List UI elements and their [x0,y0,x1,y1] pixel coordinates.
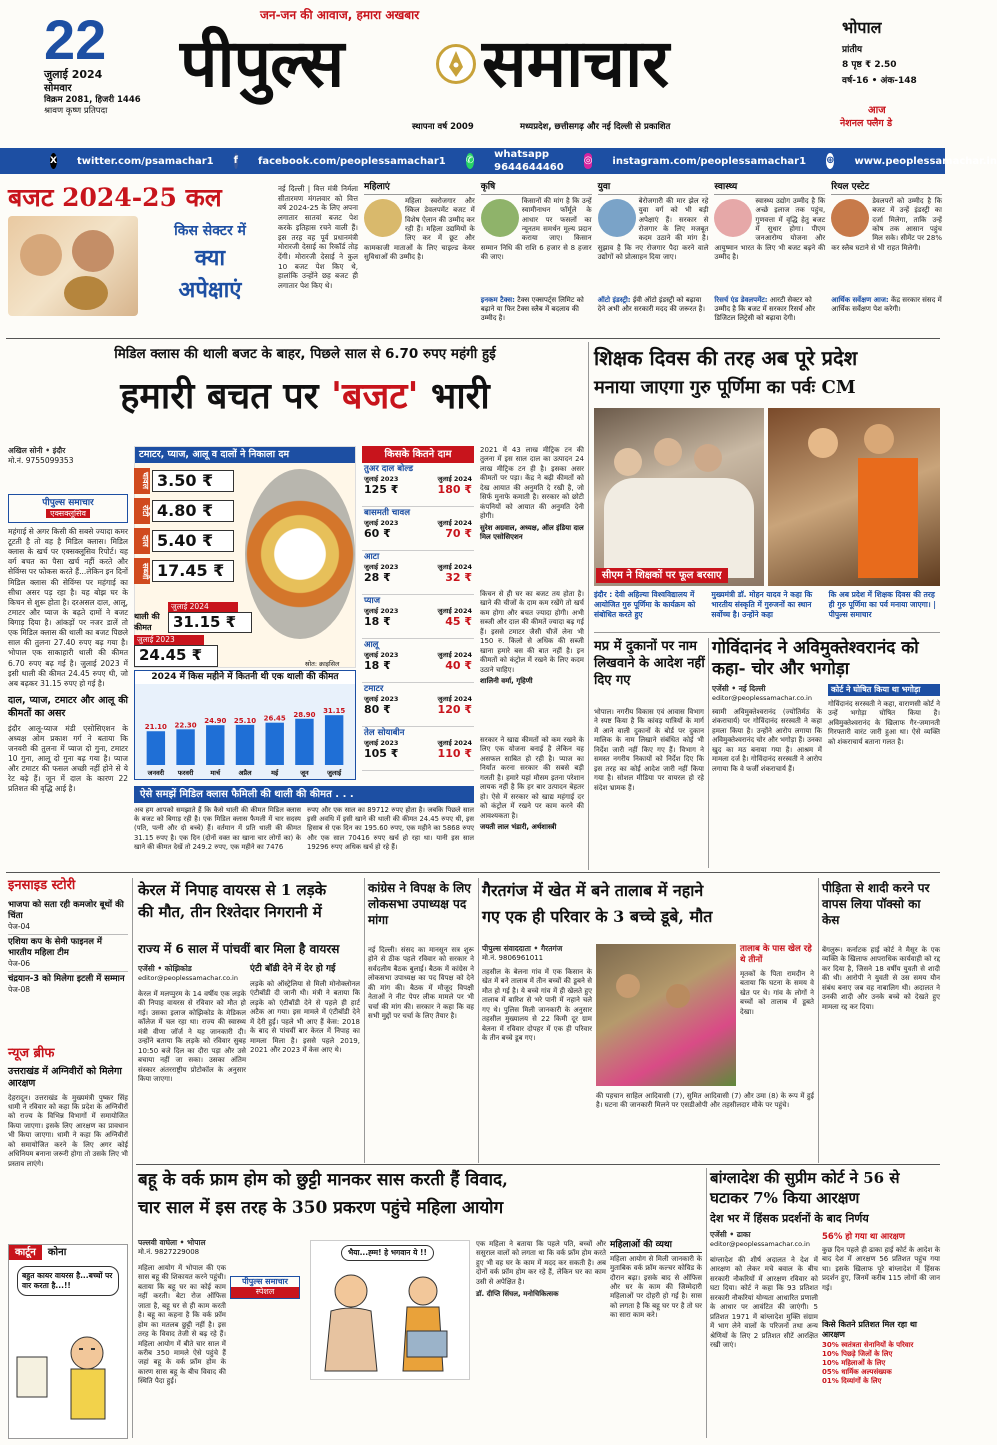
sector-agri [481,182,592,290]
guru-photo-2 [768,408,940,586]
divider [818,878,819,1163]
quote-block [480,590,584,730]
price-table [362,446,474,780]
edition: प्रांतीय [842,44,863,55]
nipah-sub: राज्य में 6 साल में पांचवीं बार मिला है वायरस [138,942,340,956]
price-2024: 120 ₹ [437,703,472,717]
july2023-label: जुलाई 2023 [134,635,204,645]
thali-byline [8,446,128,466]
col-2024-label: जुलाई 2024 [437,563,472,572]
body-text: महंगाई से अगर किसी की सबसे ज्यादा कमर टूटती है तो वह है मिडिल क्लास। मिडिल क्लास के खर्च पर एक्सक्लूसिव रिपोर्ट। यह वर्ग बचत का पैसा खर्च नहीं करते और सेविंग्स पर फोकस करते हैं...लेकिन इन दिनों मिडिल क्लास की सेविंग्स पर महंगाई का सीधा असर पड़ रहा है। यह बोझ घर के किचन से शुरू होता है। दरअसल दाल, आलू, टमाटर और प्याज के बढ़ते दामों ने बजट बिगाड़ दिया है। आंकड़ों पर नजर डालें तो एक मिडिल क्लास की थाली का बजट पिछले साल की तुलना 27.40 रुपए बढ़ गया है। भोपाल एक साकाहारी थाली की कीमत 6.70 रुपए बढ़ गई है। जुलाई 2023 में इसी थाली की कीमत 24.45 रुपए थी, जो अब बढ़कर 31.15 रुपए हो गई है। [8,526,128,688]
inside-story [8,878,128,996]
wfh-logo [230,1276,300,1299]
price-row [362,727,474,771]
inside-item[interactable] [8,898,128,935]
byline: एजेंसी • कोझिकोड [138,964,192,973]
price-2023: 18 ₹ [364,659,391,673]
extra-label: आर्थिक सर्वेक्षण आज: [831,296,889,304]
bar-value-label: 22.30 [174,721,197,730]
col-2023-label: जुलाई 2023 [364,739,399,748]
bangladesh-headline: बांग्लादेश की सुप्रीम कोर्ट ने 56 से घटाकर 7% किया आरक्षण [710,1169,900,1207]
govind-headline: गोविंदानंद ने अविमुक्तेश्वरानंद को कहा- चोर और भगोड़ा [712,638,919,679]
bar-category-label: अप्रैल [238,769,252,777]
price-item-name: तुअर दाल बोल्ड [364,464,414,474]
quote-block [480,736,584,868]
monthly-chart [134,670,356,780]
guru-headline-2: मनाया जाएगा गुरु पूर्णिमा का पर्वः CM [594,377,856,398]
pocso-body: बेंगलुरू। कर्नाटक हाई कोर्ट ने मैसूर के एक व्यक्ति के खिलाफ आपराधिक कार्यवाही को रद्द कर दिया है, जिसने 18 वर्षीय युवती से शादी की थी। आरोपी ने युवती से उस समय यौन संबंध बनाए जब वह नाबालिग थी। अदालत ने उनकी शादी और उनके बच्चे को देखते हुए मामला रद्द कर दिया। [822,946,940,1011]
extra-note [598,296,709,336]
bangladesh-sub: देश भर में हिंसक प्रदर्शनों के बाद निर्णय [710,1212,869,1225]
quote-author: जयती लाल भंडारी, अर्थशास्त्री [480,822,557,831]
website-link[interactable]: www.peoplessamachar.in [854,155,997,167]
price-rows [362,463,474,771]
quota-box [822,1320,940,1386]
bar-category-label: जून [300,769,309,777]
divider [588,342,589,870]
extra-note [481,296,592,336]
pocso-headline: पीड़िता से शादी करने पर वापस लिया पॉक्सो का केस [822,881,930,927]
divider [594,632,940,633]
quota-item: 05% धार्मिक अल्पसंख्यक [822,1368,892,1377]
col-2024-label: जुलाई 2024 [437,739,472,748]
sector-title: रियल एस्टेट [831,182,942,195]
bar-category-label: फरवरी [177,769,194,777]
col-2023-label: जुलाई 2023 [364,475,399,484]
headline-part-b: 'बजट' [331,375,419,417]
inside-page: पेज-04 [8,921,31,931]
extra-text: ईवी ऑटो इंडस्ट्री को बढ़ावा देने अभी और सरकारी मदद की जरूरत है। [597,296,706,314]
edition-block [842,18,942,88]
cartoon-box [8,1244,128,1439]
july2023-price: 24.45 ₹ [134,645,218,667]
sector-realestate [831,182,942,290]
sector-title: कृषि [481,182,592,195]
thali-body [8,474,128,864]
newspaper-title [180,18,760,114]
divider [706,1168,707,1438]
price-2023: 60 ₹ [364,527,391,541]
extra-note [714,296,825,336]
nipah-body: केरल में मलप्पुरम के 14 वर्षीय एक लड़के की निपाह वायरस से रविवार को मौत हो गई। उसका इलाज कोझिकोड के मेडिकल कॉलेज में चल रहा था। राज्य की स्वास्थ्य मंत्री वीणा जॉर्ज ने यह जानकारी दी। उन्होंने बताया कि लड़के को रविवार सुबह 10:50 बजे दिल का दौरा पड़ा और उसे बचाया नहीं जा सका। उसका अंतिम संस्कार अंतरराष्ट्रीय प्रोटोकॉल के अनुसार किया जाएगा। [138,990,246,1083]
globe-icon: ⊕ [826,153,834,169]
item-name: रोटी [134,498,150,524]
farmer-icon [481,199,519,237]
cartoon-figure-icon [9,1327,127,1437]
headline-part-a: हमारी बचत पर [120,375,319,417]
price-item-name: तेल सोयाबीन [364,728,405,738]
email: editor@peoplessamachar.co.in [712,693,812,702]
july2024-label: जुलाई 2024 [168,602,238,612]
health-icon [714,199,752,237]
established: स्थापना वर्ष 2009 [412,122,474,132]
govind-byline [712,684,822,702]
item-row [134,498,254,524]
tithi: श्रावण कृष्ण प्रतिपदा [44,106,108,117]
logo-text: पीपुल्स समाचार [42,498,94,508]
extra-label: ऑटो इंडस्ट्री: [597,296,631,304]
govind-side-body: गोविंदानंद सरस्वती ने कहा, वाराणसी कोर्ट ने उन्हें भगोड़ा घोषित किया है। अविमुक्तेश्वरानंद के खिलाफ गैर-जमानती गिरफ्तारी वारंट जारी हुआ था। ऐसे व्यक्ति को शंकराचार्य बताना गलत है। [828,700,940,746]
col-2023-label: जुलाई 2023 [364,695,399,704]
quotes-column [480,446,584,866]
byline: पीपुल्स संवाददाता • गैरतगंज [482,944,563,953]
price-row [362,639,474,683]
col-2024-label: जुलाई 2024 [437,519,472,528]
nib-logo-icon [436,44,476,84]
wfh-box [610,1240,702,1436]
thali-headline [20,372,590,420]
gairatganj-byline [482,944,592,963]
graphic-source: स्रोत: क्राइसिल [305,660,340,668]
quote-author: शालिनी वर्मा, गृहिणी [480,676,533,685]
price-2023: 125 ₹ [364,483,399,497]
divider [478,878,479,1163]
box-title: महिलाओं की व्यथा [610,1240,702,1253]
bar-value-label: 21.10 [144,723,167,732]
graphic-title: टमाटर, प्याज, आलू व दालों ने निकाला दम [135,447,355,463]
chart-title: 2024 में किस महीने में कितनी थी एक थाली की कीमत [135,671,355,684]
gairatganj-body: तहसील के बेलना गांव में एक किसान के खेत में बने तालाब में तीन बच्चों की डूबने से मौत हो गई है। ये बच्चे गांव में ही खेलते हुए तालाब में बारिश से भरे पानी में नहाने चले गए थे। पुलिस मिली जानकारी के अनुसार तहसील मुख्यालय से 22 किमी दूर ग्राम बेलना में रविवार दोपहर में एक ही परिवार के तीन बच्चे डूब गए। [482,968,592,1043]
quota-item: 30% स्वतंत्रता सेनानियों के परिवार [822,1340,914,1349]
house-icon [831,199,869,237]
col-2024-label: जुलाई 2024 [437,607,472,616]
sector-youth [598,182,709,290]
pages-price: 8 पृष्ठ ₹ 2.50 [842,60,897,71]
inside-item[interactable] [8,972,128,997]
instagram-icon: ◎ [584,153,593,169]
facebook-icon: f [234,153,238,169]
col-2023-label: जुलाई 2023 [364,607,399,616]
wfh-headline-1: बहू के वर्क फ्राम होम को छुट्टी मानकर सास करती हैं विवाद, [138,1170,508,1190]
shops-headline: मप्र में दुकानों पर नाम लिखवाने के आदेश नहीं दिए गए [594,639,705,688]
women-icon [364,199,402,237]
price-2024: 70 ₹ [445,527,472,541]
inside-title: इनसाइड स्टोरी [8,878,76,893]
thali-label: थाली की कीमत [134,612,160,632]
item-name: दाल [134,528,150,554]
bar-value-label: 31.15 [323,707,346,716]
col-2023-label: जुलाई 2023 [364,563,399,572]
inside-text: एशिया कप के सेमी फाइनल में भारतीय महिला टीम [8,936,103,958]
gairatganj-body-2: की पहचान साहिल आदिवासी (7), सुमित आदिवासी (7) और उमा (8) के रूप में हुई है। घटना की जानकारी मिलने पर एसडीओपी और तहसीलदार मौके पर पहुंचे। [596,1092,814,1110]
bangladesh-byline [710,1230,818,1248]
item-price: 17.45 ₹ [152,560,234,583]
extra-note [831,296,942,336]
extra-text: केंद्र सरकार संसद में आर्थिक सर्वेक्षण पेश करेगी। [831,296,942,314]
sector-text: स्वास्थ्य उद्योग उम्मीद है कि अच्छे इलाज तक पहुंच, गुणवत्ता में वृद्धि हेतु बजट में सुधार होगा। पीएम जनआरोग्य योजना और आयुष्मान भारत के लिए भी बजट बढ़ने की उम्मीद है। [714,196,826,262]
sector-text: बेरोजगारी की मार झेल रहे युवा वर्ग को भी बड़ी अपेक्षाएं हैं। सरकार से रोजगार के लिए मजबूत कदम उठाने की मांग है। सुझाव है कि नए रोजगार पैदा करने वाले उद्योगों को प्रोत्साहन दिया जाए। [597,196,709,262]
budget-sub2: क्या [194,245,226,271]
price-row [362,463,474,507]
item-price: 4.80 ₹ [152,500,234,523]
email: editor@peoplessamachar.co.in [710,1239,810,1248]
box-body: महिला आयोग से मिली जानकारी के मुताबिक वर्क फ्रॉम कल्चर कोविड के दौरान बढ़ा। इसके बाद से ऑफिस और घर के काम की जिम्मेदारी महिलाओं पर दोहरी हो गई है। सास को लगता है कि बहू घर पर है तो घर का सारा काम करे। [610,1254,702,1320]
email: editor@peoplessamachar.co.in [138,973,238,982]
col-2023-label: जुलाई 2023 [364,651,399,660]
bar-0 [147,731,165,765]
instagram-link[interactable]: instagram.com/peoplessamachar1 [612,155,807,167]
twitter-icon: X [50,153,57,169]
bar-1 [176,729,194,765]
mother-in-law-figure-icon [311,1261,469,1379]
cartoon-label-b: कोना [47,1247,67,1258]
divider [132,878,133,1438]
gairatganj-photo-caption: तालाब के पास खेल रहे थे तीनों [740,944,812,966]
price-2024: 110 ₹ [437,747,472,761]
guru-photo-1 [594,408,764,586]
item-row [134,528,254,554]
quota-item: 01% दिव्यांगों के लिए [822,1377,882,1386]
govind-body: स्वामी अविमुक्तेश्वरानंद (ज्योतिर्मठ के शंकराचार्य) पर गोविंदानंद सरस्वती ने कहा हमला किया है। उन्होंने आरोप लगाया कि अविमुक्तेश्वरानंद चोर और भगोड़ा हैं। उनका खुद का मठ बनाया गया है। आश्रम में मामला दर्ज है। गोविंदानंद सरस्वती ने आरोप लगाया कि वे फर्जी शंकराचार्य हैं। [712,708,822,773]
quota-title: किसे कितने प्रतिशत मिल रहा था आरक्षण [822,1320,918,1340]
gairatganj-headline-1: गैरतगंज में खेत में बने तालाब में नहाने [482,881,704,900]
masthead [0,0,945,145]
byline: अखिल सोनी • इंदौर [8,446,66,455]
wfh-quote-body [476,1240,606,1436]
byline: पल्लवी वाघेला • भोपाल [138,1238,206,1247]
item-row [134,558,254,584]
logo-text: पीपुल्स समाचार [242,1277,288,1286]
sector-women [364,182,475,290]
logo-box [8,494,128,523]
price-2023: 80 ₹ [364,703,391,717]
bar-3 [236,725,254,765]
inside-text: चंद्रयान-3 को मिलेगा इटली में सम्मान [8,973,125,984]
brief-headline: उत्तराखंड में अग्निवीरों को मिलेगा आरक्षण [8,1065,122,1090]
wfh-bubble: भैया...ह्म्म! हे भगवान ये !! [341,1245,434,1261]
modi-sitharaman-photo [8,216,138,316]
thali-totals [134,602,344,667]
budget-sub1: किस सेक्टर में [174,223,246,239]
price-item-name: प्याज [364,596,380,606]
price-table-title: किसके कितने दाम [362,446,474,463]
quote-text: किचन से ही घर का बजट तय होता है। खाने की चीजों के दाम कम रखेंगे तो खर्च कम होगा और बचत ज्यादा होगी। अभी सब्जी और दाल की कीमतें ज्यादा बढ़ गई हैं। इससे टमाटर जैसी चीजें लेना भी 150 रु. किलो से अधिक की सब्जी खाना हमारे बस की बात नहीं है। इन कीमतों को कंट्रोल में रखने के लिए कदम उठाने चाहिए। [480,590,584,674]
bar-category-label: जनवरी [147,769,165,777]
congress-headline: कांग्रेस ने विपक्ष के लिए लोकसभा उपाध्यक्ष पद मांगा [368,881,471,927]
body-text-2: इंदौर आलू-प्याज मंडी एसोसिएशन के अध्यक्ष ओम प्रकाश गर्ग ने बताया कि जनवरी की तुलना में प्याज दो गुना, टमाटर 10 गुना, आलू दो गुना बढ़ गया है। प्याज और टमाटर की फसल अच्छी नहीं होने से ये रेट बढ़े हैं। जून में दाल के कारण 22 प्रतिशत की वृद्धि आई है। [8,723,128,794]
bar-value-label: 24.90 [204,717,227,726]
inside-page: पेज-08 [8,984,31,994]
date-block [44,8,164,117]
nipah-body-2: लड़के को ऑस्ट्रेलिया से मिली मोनोक्लोनल एंटीबॉडी दी जानी थी। मंत्री ने बताया कि लड़के को एंटीबॉडी देने से पहले ही हार्ट अटैक आ गया। इस मामले में एंटीबॉडी देने में देरी हुई। पहले भी आए हैं केस: 2018 के बाद से पांचवीं बार केरल में निपाह का मामला मिला है। इससे पहले 2019, 2021 और 2023 में केस आए थे। [250,980,360,1055]
special-label: स्पेशल [231,1287,299,1297]
budget-intro: नई दिल्ली | वित्त मंत्री निर्मला सीतारमण मंगलवार को वित्त वर्ष 2024-25 के लिए अपना लगातार सातवां बजट पेश करके इतिहास रचने वाली हैं। इस तरह वह पूर्व प्रधानमंत्री मोरारजी देसाई का रिकॉर्ड तोड़ देंगी। मोरारजी देसाई ने कुल 10 बजट पेश किए थे, हालांकि उन्होंने छह बजट ही लगातार पेश किए थे। [278,184,358,291]
speech-bubble: बहुत कायर वायरस है...बच्चों पर वार करता है...!! [17,1266,119,1296]
extra-note [364,296,475,336]
gairatganj-side: मृतकों के पिता रामदीन ने बताया कि घटना के समय वे खेत पर थे। गांव के लोगों ने बच्चों को तालाब में डूबते देखा। [740,970,814,1016]
price-row [362,507,474,551]
quota-item: 10% पिछड़े जिलों के लिए [822,1349,893,1358]
quote-text: एक महिला ने बताया कि पहले पति, बच्चों और ससुराल वालों को लगता था कि वर्क फ्रॉम होम करते हुए भी वह घर के काम में मदद कर सकती है। अब दोनों वर्क फ्रॉम होम कर रहे हैं, लेकिन घर का काम उसी से अपेक्षित है। [476,1240,606,1286]
item-row [134,468,254,494]
published-from: मध्यप्रदेश, छत्तीसगढ़ और नई दिल्ली से प्रकाशित [520,122,671,132]
guru-headline-1: शिक्षक दिवस की तरह अब पूरे प्रदेश [594,346,858,370]
price-2023: 105 ₹ [364,747,399,761]
twitter-link[interactable]: twitter.com/psamachar1 [76,155,214,167]
inside-page: पेज-06 [8,958,31,968]
extra-label: रिसर्च एंड डेवलपमेंट: [714,296,768,304]
bangladesh-side-body: कुछ दिन पहले ही ढाका हाई कोर्ट के आदेश के बाद देश में आरक्षण 56 प्रतिशत पहुंच गया था। इसके खिलाफ पूरे बांग्लादेश में हिंसक प्रदर्शन हुए, जिनमें करीब 115 लोगों की जान गई। [822,1246,940,1292]
youth-icon [598,199,636,237]
col-2023-label: जुलाई 2023 [364,519,399,528]
title-right: समाचार [482,24,670,102]
col-2024-label: जुलाई 2024 [437,651,472,660]
quote-author: सुरेश अग्रवाल, अध्यक्ष, ऑल इंडिया दाल मिल एसोसिएशन [480,523,584,541]
extra-label: इनकम टैक्स: [480,296,515,304]
guru-photo-label: सीएम ने शिक्षकों पर फूल बरसाए [596,568,728,583]
weekday: सोमवार [44,83,72,95]
wfh-byline [138,1238,248,1257]
price-2023: 18 ₹ [364,615,391,629]
quote-text: सरकार ने खाद्य कीमतों को कम रखने के लिए एक योजना बनाई है लेकिन वह असफल साबित हो रही है। प्याज का निर्यात करना सरकार की सबसे बड़ी गलती है। हमारे यहां मौसम इतना परेशान लायक नहीं है कि हर बार उत्पादन बेहतर हो। ऐसे में सरकार को खाद्य महंगाई दर को कंट्रोल में रखने पर काम करने की आवश्यकता है। [480,736,584,820]
footer-text: रुपए और एक साल का 89712 रुपए होता है। जबकि पिछले साल इसी अवधि में इसी खाने की थाली की कीमत 24.45 रुपए थी, इस हिसाब से एक दिन का 195.60 रुपए, एक महीने का 5868 रुपए और एक साल 70416 रुपए खर्च हो रहा था। यानी इस साल 19296 रुपए अधिक खर्च हो रहे हैं। [307,806,474,851]
gairatganj-headline-2: गए एक ही परिवार के 3 बच्चे डूबे, मौत [482,907,713,926]
price-2024: 32 ₹ [445,571,472,585]
mobile: मो.नं. 9755099353 [8,455,74,465]
price-row [362,551,474,595]
sector-title: स्वास्थ्य [714,182,825,195]
sub-head: दाल, प्याज, टमाटर और आलू की कीमतों का असर [8,694,128,719]
price-item-name: आटा [364,552,380,562]
price-2024: 40 ₹ [445,659,472,673]
extra-text: टैक्स एक्सपर्ट्स लिमिट को बढ़ाने या फिर टैक्स स्लैब में बदलाव की उम्मीद है। [480,296,584,323]
bar-value-label: 28.90 [293,710,316,719]
whatsapp-icon: ✆ [466,153,474,169]
budget-extras [364,296,942,336]
brief-title: न्यूज ब्रीफ [8,1046,55,1061]
sector-health [714,182,825,290]
bar-chart-svg [135,699,355,777]
wfh-body: महिला आयोग में भोपाल की एक सास बहू की शिकायत करने पहुंची। बताया कि बहू घर का कोई काम नहीं करती। बेटा रोज ऑफिस जाता है, बहू घर से ही काम करती है। बहू का कहना है कि वर्क फ्रॉम होम का मतलब छुट्टी नहीं है। इस तरह के विवाद तेजी से बढ़ रहे हैं। महिला आयोग में बीते चार साल में करीब 350 मामले ऐसे पहुंचे हैं जहां बहू के वर्क फ्रॉम होम के कारण सास बहू के बीच विवाद की स्थिति पैदा हुई। [138,1264,226,1386]
price-item-name: बासमती चावल [364,508,410,518]
brief-body: देहरादून। उत्तराखंड के मुख्यमंत्री पुष्कर सिंह धामी ने रविवार को कहा कि प्रदेश के अग्निवीरों को राज्य के विभिन्न विभागों में समायोजित किया जाएगा। इसके लिए आरक्षण का प्रावधान भी किया जाएगा। धामी ने कहा कि अग्निवीरों को समायोजित करने के लिए अगर कोई अधिनियम बनाना जरूरी होगा तो उसके लिए भी प्रस्ताव लाएंगे। [8,1093,128,1168]
city: भोपाल [842,18,882,37]
price-row [362,595,474,639]
bangladesh-body: बांग्लादेश की शीर्ष अदालत ने देश में आरक्षण को लेकर मचे बवाल के बीच सरकारी नौकरियों में आरक्षण रविवार को घटा दिया। कोर्ट ने कहा कि 93 प्रतिशत सरकारी नौकरियां योग्यता आधारित प्रणाली के आधार पर आवंटित की जाएंगी। 5 प्रतिशत 1971 में बांग्लादेश मुक्ति संग्राम में भाग लेने वालों के परिजनों तथा अन्य श्रेणियों के लिए 2 प्रतिशत सीटें आरक्षित रखी जाएं। [710,1256,818,1349]
price-2024: 180 ₹ [437,483,472,497]
sector-text: किसानों की मांग है कि उन्हें स्वामीनाथन फॉर्मूले के आधार पर फसलों का न्यूनतम समर्थन मूल्य प्रदान कराया जाए। किसान सम्मान निधि की राशि 6 हजार से 8 हजार की जाए। [480,196,592,262]
wfh-body-2 [230,1316,310,1436]
divider [6,872,940,873]
bar-6 [325,715,343,765]
sector-title: महिलाएं [364,182,475,195]
bar-category-label: जुलाई [327,769,342,777]
price-row [362,683,474,727]
today-label: आज [868,105,886,116]
date-month: जुलाई 2024 [44,68,103,81]
bar-2 [206,725,224,765]
thali-kicker: मिडिल क्लास की थाली बजट के बाहर, पिछले साल से 6.70 रुपए महंगी हुई [114,346,496,362]
price-item-name: टमाटर [364,684,384,694]
caption: मुख्यमंत्री डॉ. मोहन यादव ने कहा कि भारतीय संस्कृति में गुरुजनों का स्थान सर्वोच्च है। उन्होंने कहा [711,590,813,619]
tagline: जन-जन की आवाज, हमारा अखबार [260,8,420,22]
divider [6,338,940,339]
nipah-headline-1: केरल में निपाह वायरस से 1 लड़के [138,881,327,899]
thali-footer [134,786,474,862]
today-event: नेशनल फ्लैग डे [840,118,893,129]
guru-captions [594,590,940,619]
budget-sectors [364,182,942,290]
divider [136,1164,940,1165]
sector-text: डेवलपरों को उम्मीद है कि बजट में उन्हें इंडस्ट्री का दर्जा मिलेगा, ताकि उन्हें कोष तक आसान पहुंच मिल सके। सीमेंट पर 28% कर स्लैब घटाने से भी राहत मिलेगी। [831,196,942,252]
vikram-samvat: विक्रम 2081, हिजरी 1446 [44,95,141,106]
footer-text: अब हम आपको समझाते हैं कि कैसे थाली की कीमत मिडिल क्लास के बजट को बिगाड़ रही है। एक मिडिल क्लास फैमली में चार सदस्य (पति, पत्नी और दो बच्चे) हैं। वर्तमान में प्रति थाली की कीमत 31.15 रुपए है। एक दिन (दोनों वक्त का खाना चार लोगों का) के खाने की कीमत देखें तो 249.2 रुपए, एक महीने का 7476 [134,806,301,851]
wfh-headline-2: चार साल में इस तरह के 350 प्रकरण पहुंचे महिला आयोग [138,1198,504,1218]
cartoon-label-a: कार्टून [9,1245,42,1260]
mobile: मो.नं. 9827229008 [138,1247,200,1256]
wfh-cartoon [310,1240,470,1380]
price-item-name: आलू [364,640,379,650]
nipah-sub2: एंटी बॉडी देने में देर हो गई [250,964,336,974]
social-bar [0,148,997,174]
divider [708,638,709,868]
divider [364,878,365,1163]
bar-4 [266,723,284,765]
mobile: मो.नं. 9806961011 [482,953,544,962]
byline: एजेंसी • ढाका [710,1230,751,1239]
byline: एजेंसी • नई दिल्ली [712,684,766,693]
caption: कि अब प्रदेश में शिक्षक दिवस की तरह ही गुरु पूर्णिमा का पर्व मनाया जाएगा। | पीपुल्स समाचार [828,590,937,619]
item-name: चावल [134,468,150,494]
col-2024-label: जुलाई 2024 [437,475,472,484]
sector-text: महिला स्वरोजगार और स्किल डेवलपमेंट बजट में विशेष ऐलान की उम्मीद कर रही हैं। महिला उद्यमियों के लिए कर में छूट और कामकाजी माताओं के लिए चाइल्ड केयर सुविधाओं की उम्मीद है। [364,196,475,262]
thali-items [134,468,254,588]
inside-item[interactable] [8,935,128,972]
price-2023: 28 ₹ [364,571,391,585]
bar-value-label: 26.45 [263,714,286,723]
bar-5 [295,719,313,765]
item-price: 3.50 ₹ [152,470,234,493]
bar-value-label: 25.10 [233,716,257,725]
year-issue: वर्ष-16 • अंक-148 [842,76,917,87]
extra-text: आरटी सेक्टर को उम्मीद है कि बजट में सरकार रिसर्च और डिजिटल लिट्रेसी को बढ़ावा देगी। [714,296,815,323]
sector-title: युवा [598,182,709,195]
bar-category-label: मार्च [210,769,221,777]
exclusive-label: एक्सक्लूसिव [46,509,90,518]
price-2024: 45 ₹ [445,615,472,629]
govind-side-head: कोर्ट ने घोषित किया था भगोड़ा [828,684,940,696]
quota-item: 10% महिलाओं के लिए [822,1358,886,1367]
bangladesh-side-title: 56% हो गया था आरक्षण [822,1232,905,1242]
gairatganj-photo [596,944,736,1086]
headline-part-c: भारी [431,375,490,417]
budget-sub3: अपेक्षाएं [178,277,242,303]
quote-text: 2021 में 43 लाख मीट्रिक टन की तुलना में इस साल दाल का उत्पादन 24 लाख मीट्रिक टन ही है। इसका असर कीमतों पर पड़ा। केंद्र ने बढ़ी कीमतों को देख आयात की अनुमति दे रखी है, जो सिर्फ मुनाफे कमाती है। सरकार को छोटी कंपनियों को आयात की अनुमति देनी होगी। [480,446,584,521]
news-brief [8,1046,128,1214]
congress-body: नई दिल्ली। संसद का मानसून सत्र शुरू होने से ठीक पहले रविवार को सरकार ने सर्वदलीय बैठक बुलाई। बैठक में कांग्रेस ने लोकसभा उपाध्यक्ष का पद विपक्ष को देने की मांग की। बैठक में मौजूद विपक्षी नेताओं ने नीट पेपर लीक मामले पर भी चर्चा की मांग की। सरकार ने कहा कि वह सभी मुद्दों पर चर्चा के लिए तैयार है। [368,946,474,1021]
footer-title: ऐसे समझें मिडिल क्लास फैमिली की थाली की कीमत . . . [134,786,474,803]
title-left: पीपुल्स [180,24,344,102]
item-price: 5.40 ₹ [152,530,234,553]
bar-category-label: मई [271,769,279,777]
july2024-price: 31.15 ₹ [168,612,252,634]
caption: इंदौर : देवी अहिल्या विश्वविद्यालय में आयोजित गुरु पूर्णिमा के कार्यक्रम को संबोधित करते हुए [594,590,696,619]
facebook-link[interactable]: facebook.com/peoplessamachar1 [258,155,446,167]
date-day: 22 [44,8,107,71]
budget-title: बजट 2024-25 कल [8,183,222,212]
inside-text: भाजपा को सता रही कमजोर बूथों की चिंता [8,899,124,921]
shops-body: भोपाल। नगरीय विकास एवं आवास विभाग ने स्पष्ट किया है कि कांवड़ यात्रियों के मार्ग में आने वाली दुकानों के बोर्ड पर दुकान मालिक के नाम लिखाने संबंधित कोई भी निर्देश जारी नहीं किए गए हैं। विभाग ने समस्त नगरीय निकायों को निर्देश दिए कि इस तरह का कोई आदेश जारी नहीं किया गया है। सोशल मीडिया पर वायरल हो रहे संदेश भ्रामक हैं। [594,708,704,792]
quote-author: डॉ. दीप्ति सिंघल, मनोचिकित्सक [476,1290,559,1299]
col-2024-label: जुलाई 2024 [437,695,472,704]
quote-block [480,446,584,584]
nipah-byline [138,964,246,982]
nipah-headline-2: की मौत, तीन रिश्तेदार निगरानी में [138,903,322,921]
whatsapp-link[interactable]: whatsapp 9644644460 [494,149,564,173]
item-name: सब्जी [134,558,150,584]
